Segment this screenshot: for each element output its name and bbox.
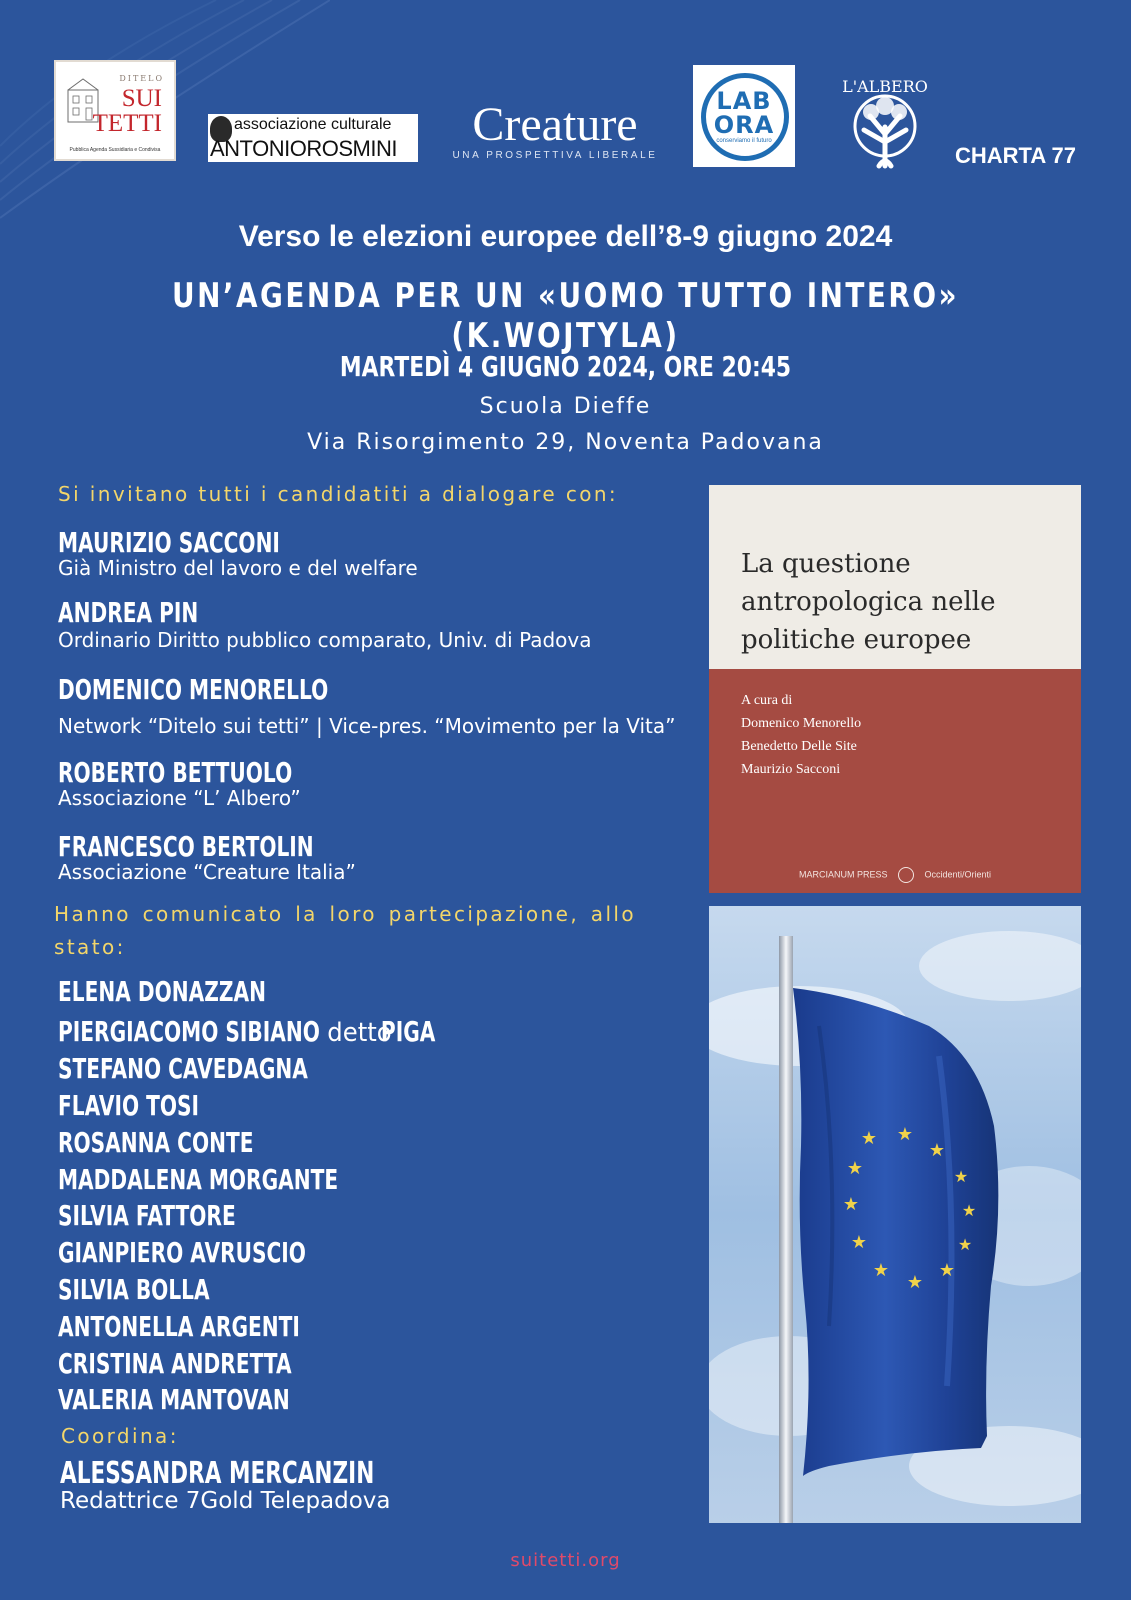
book-title <box>741 545 1061 659</box>
participant-name: VALERIA MANTOVAN <box>58 1383 290 1416</box>
participant-name: SILVIA FATTORE <box>58 1199 236 1232</box>
participant-name: GIANPIERO AVRUSCIO <box>58 1236 306 1269</box>
speaker-role: Associazione “L’ Albero” <box>58 786 301 810</box>
event-title: UN’AGENDA PER UN «UOMO TUTTO INTERO» (K.WOJTYLA) <box>172 276 959 356</box>
event-kicker: Verso le elezioni europee dell’8-9 giugno 2024 <box>238 220 893 253</box>
svg-text:★: ★ <box>842 1194 860 1215</box>
book-title-line: politiche europee <box>741 625 972 655</box>
book-editors <box>741 689 1061 781</box>
book-editor: Domenico Menorello <box>741 716 862 731</box>
svg-text:★: ★ <box>872 1260 890 1281</box>
logo-charta-77: CHARTA 77 <box>955 143 1077 168</box>
book-editor: Benedetto Delle Site <box>741 739 857 754</box>
svg-text:★: ★ <box>906 1272 924 1293</box>
participant-name: ELENA DONAZZAN <box>58 975 266 1008</box>
participant-nickname: PIGA <box>380 1015 436 1048</box>
logo-rosmini-line2: ANTONIOROSMINI <box>210 136 397 161</box>
book-title-line: La questione <box>741 549 911 579</box>
svg-text:★: ★ <box>846 1158 864 1179</box>
event-venue: Scuola Dieffe <box>479 394 652 419</box>
participant-item <box>58 1016 435 1049</box>
logo-ditelo-sui-tetti <box>54 60 176 161</box>
book-publisher: MARCIANUM PRESS <box>798 869 888 880</box>
participant-name: CRISTINA ANDRETTA <box>58 1347 292 1380</box>
svg-text:★: ★ <box>860 1128 878 1149</box>
coordinator-name: ALESSANDRA MERCANZIN <box>60 1456 375 1491</box>
participant-name: SILVIA BOLLA <box>58 1273 210 1306</box>
participant-name: ANTONELLA ARGENTI <box>58 1310 300 1343</box>
logo-albero-name: L'ALBERO <box>842 77 928 96</box>
logo-suitetti-line2: TETTI <box>92 110 162 137</box>
svg-text:★: ★ <box>957 1235 973 1254</box>
logo-creature-subtitle: UNA PROSPETTIVA LIBERALE <box>452 150 658 161</box>
speaker-name: ROBERTO BETTUOLO <box>58 756 293 789</box>
speaker-name: DOMENICO MENORELLO <box>58 673 329 706</box>
logo-labora-tagline: conserviamo il futuro <box>716 138 772 144</box>
coordinator-label: Coordina: <box>61 1424 179 1448</box>
logo-labora-line1: LAB <box>716 87 772 115</box>
logo-labora-line2: ORA <box>713 111 775 139</box>
speaker-role: Ordinario Diritto pubblico comparato, Univ. di Padova <box>58 628 592 652</box>
logo-labora <box>693 65 795 167</box>
publisher-emblem-icon <box>898 867 914 883</box>
logo-suitetti-small: DITELO <box>119 74 164 83</box>
speaker-name: ANDREA PIN <box>58 596 199 629</box>
logo-suitetti-tagline: Pubblica Agenda Sussidiaria e Condivisa <box>69 147 161 153</box>
tree-icon <box>836 72 934 172</box>
book-curated-label: A cura di <box>741 693 793 708</box>
eu-flag-photo <box>709 906 1081 1523</box>
invite-intro: Si invitano tutti i candidatiti a dialogare con: <box>58 482 619 506</box>
participant-connector: detto <box>327 1018 392 1048</box>
svg-text:★: ★ <box>961 1201 977 1220</box>
logo-rosmini <box>208 114 418 162</box>
participant-name: FLAVIO TOSI <box>58 1089 200 1122</box>
speaker-name: FRANCESCO BERTOLIN <box>58 830 314 863</box>
logo-suitetti-line1: SUI <box>121 85 162 112</box>
event-address: Via Risorgimento 29, Noventa Padovana <box>307 430 824 455</box>
book-series: Occidenti/Orienti <box>924 869 992 880</box>
book-publisher-line <box>709 867 1081 883</box>
svg-text:★: ★ <box>896 1124 914 1145</box>
book-title-line: antropologica nelle <box>741 587 996 617</box>
svg-text:★: ★ <box>953 1167 969 1186</box>
logo-creature-name: Creature <box>472 98 638 151</box>
svg-text:★: ★ <box>928 1140 946 1161</box>
speaker-role: Network “Ditelo sui tetti” | Vice-pres. “Movimento per la Vita” <box>58 714 676 738</box>
participant-name: STEFANO CAVEDAGNA <box>58 1052 308 1085</box>
svg-text:★: ★ <box>850 1232 868 1253</box>
book-editor: Maurizio Sacconi <box>741 762 841 777</box>
logo-creature <box>450 98 660 168</box>
participants-intro: Hanno comunicato la loro partecipazione, allo stato: <box>54 902 636 959</box>
logo-rosmini-line1: associazione culturale <box>234 116 392 133</box>
participant-name: MADDALENA MORGANTE <box>58 1163 339 1196</box>
participant-name: ROSANNA CONTE <box>58 1126 254 1159</box>
coordinator-role: Redattrice 7Gold Telepadova <box>60 1488 391 1514</box>
participant-name: PIERGIACOMO SIBIANO <box>58 1015 320 1048</box>
speaker-role: Già Ministro del lavoro e del welfare <box>58 556 418 580</box>
svg-text:★: ★ <box>938 1260 956 1281</box>
speaker-role: Associazione “Creature Italia” <box>58 860 356 884</box>
event-datetime: MARTEDÌ 4 GIUGNO 2024, ORE 20:45 <box>339 350 792 383</box>
speaker-name: MAURIZIO SACCONI <box>58 526 280 559</box>
footer-url[interactable]: suitetti.org <box>510 1550 621 1571</box>
book-cover <box>709 485 1081 893</box>
